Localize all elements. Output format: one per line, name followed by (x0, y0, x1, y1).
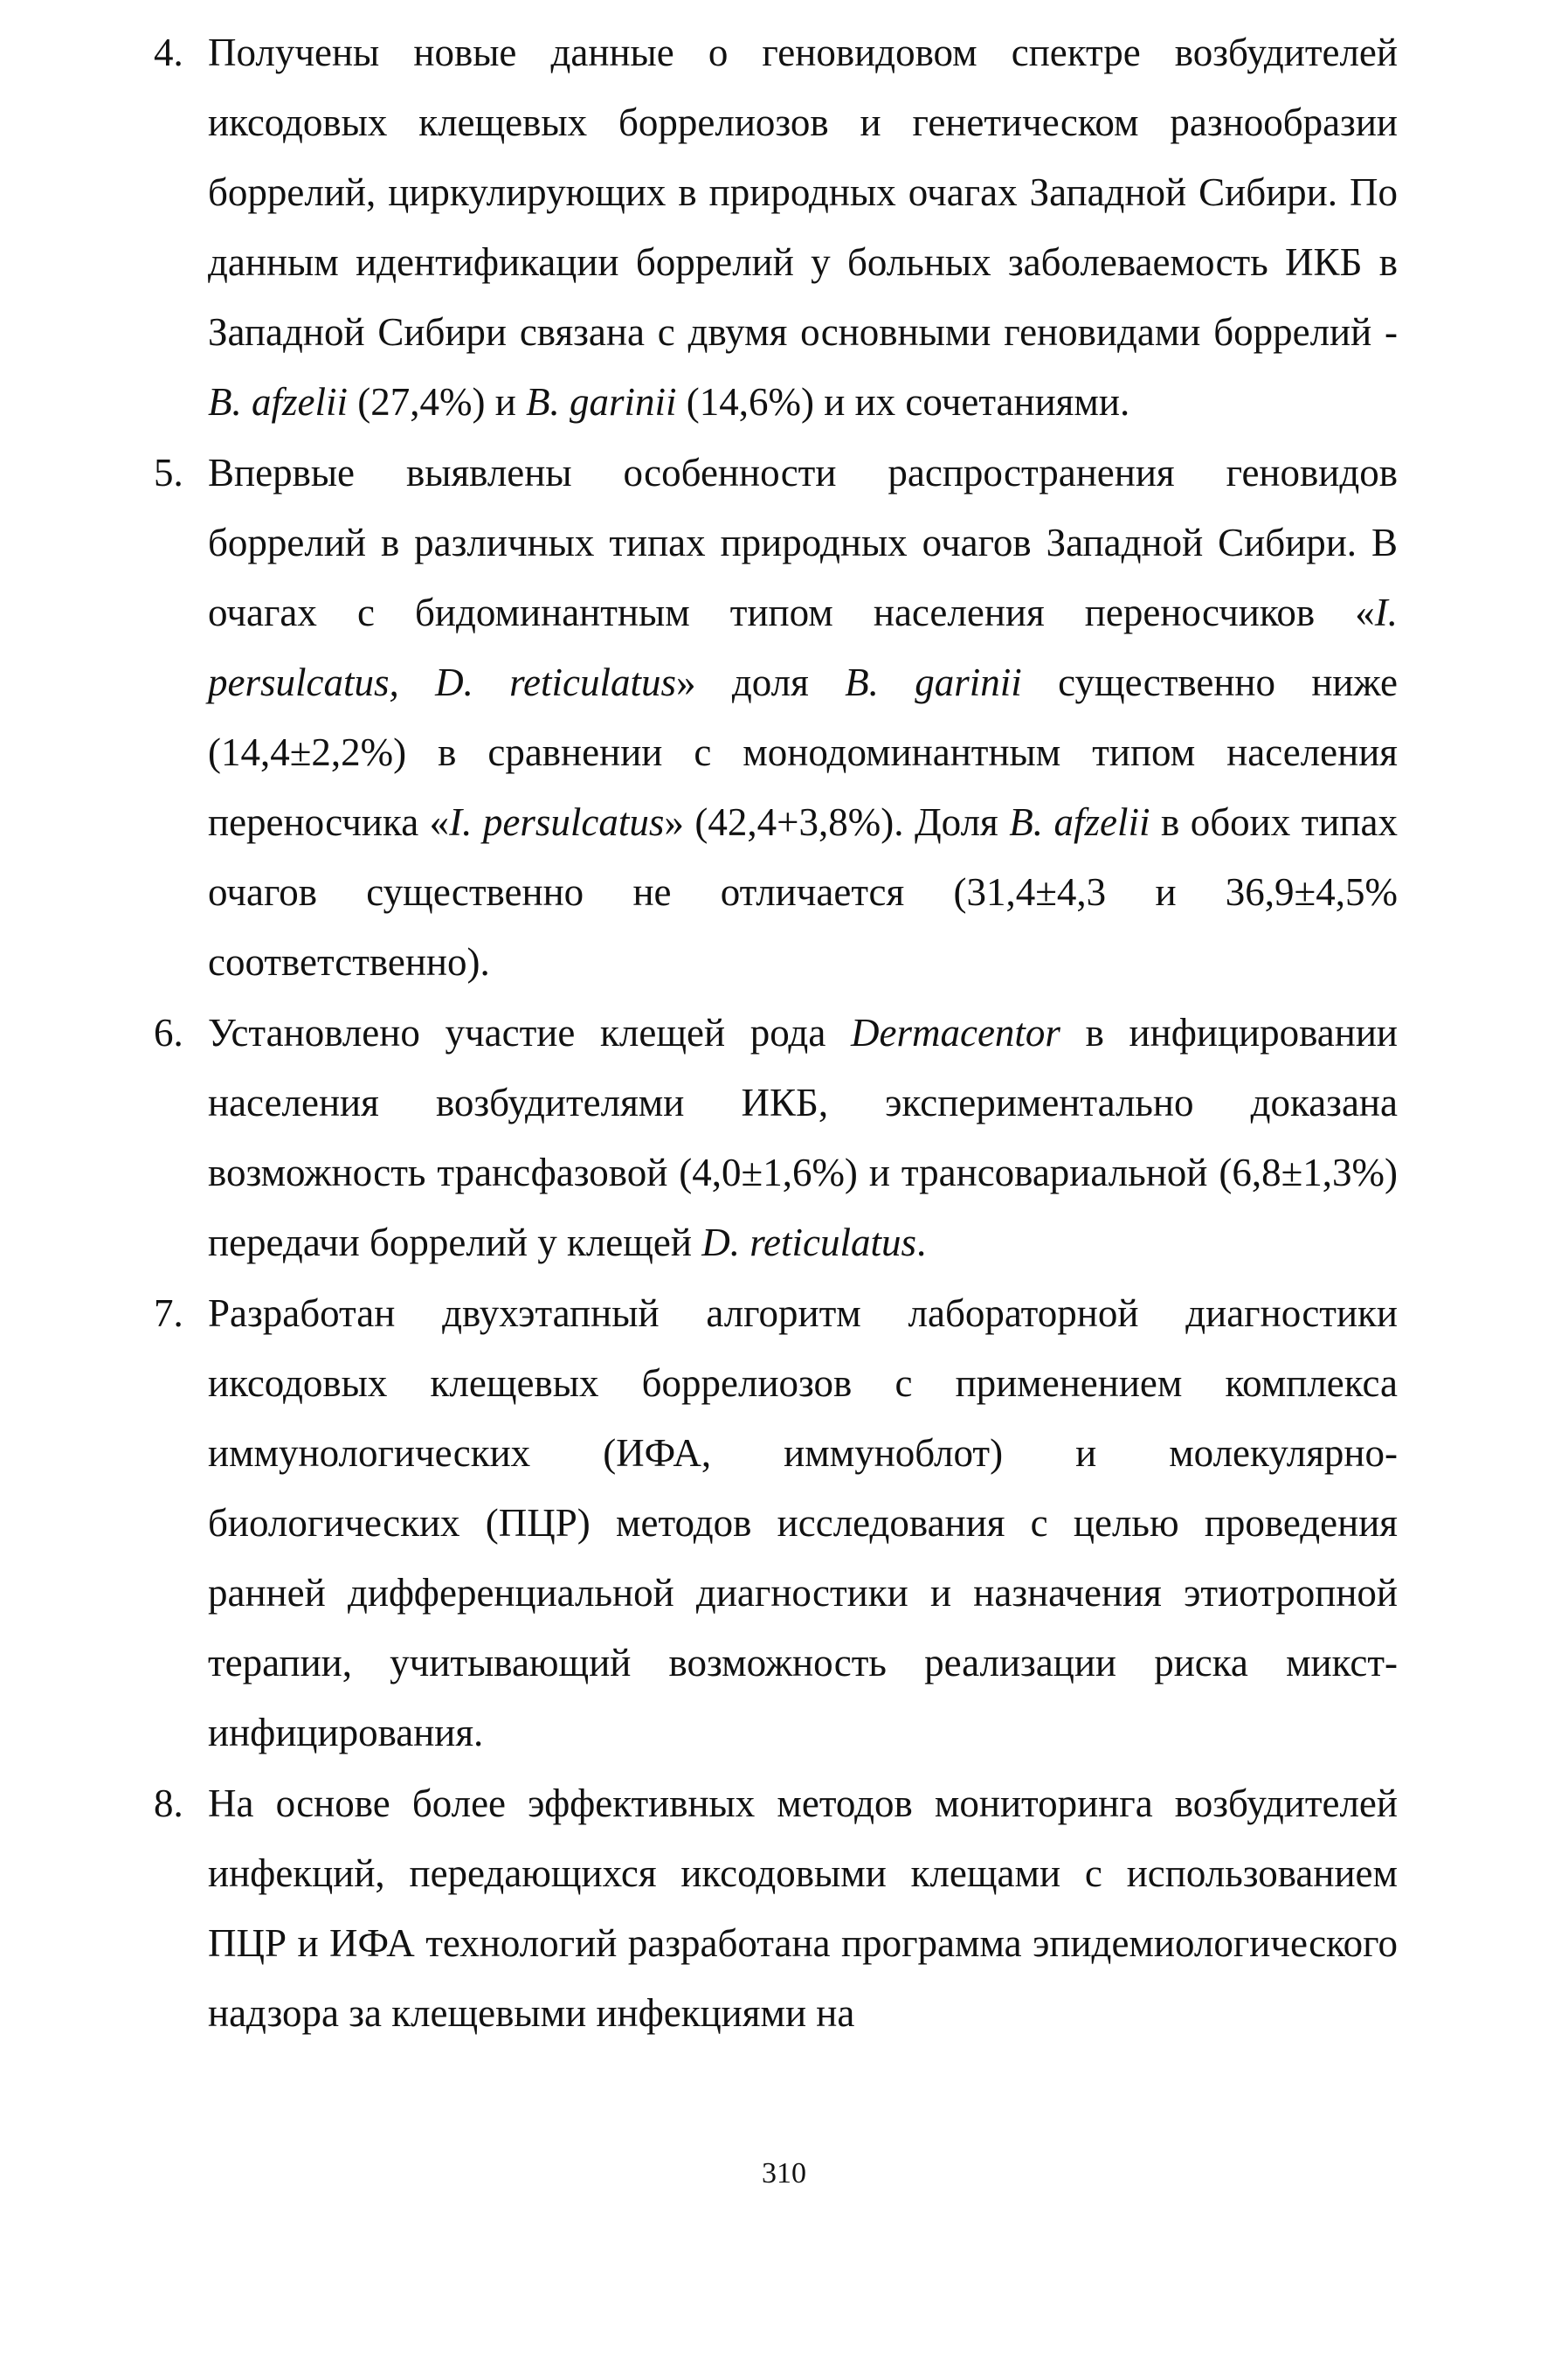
italic-term: I. persulcatus, D. reticulatus (208, 591, 1398, 704)
text-run: » доля (676, 661, 846, 704)
text-run: (27,4%) и (347, 380, 527, 424)
list-item-8 (154, 1768, 1398, 2048)
item-number: 5. (154, 451, 183, 495)
item-number: 4. (154, 31, 183, 74)
text-run: Установлено участие клещей рода (208, 1011, 851, 1055)
text-run: » (42,4+3,8%). Доля (664, 800, 1010, 844)
list-item-5 (154, 438, 1399, 997)
item-text (208, 1278, 1398, 1768)
item-number: 6. (154, 1011, 183, 1055)
item-text (208, 17, 1398, 437)
item-number: 7. (154, 1291, 183, 1335)
text-run: существенно ниже (14,4±2,2%) в сравнении с монодоминантным типом населения переносчика « (208, 661, 1398, 844)
list-item-4 (154, 17, 1398, 437)
text-run: Разработан двухэтапный алгоритм лабораторной диагностики иксодовых клещевых боррелиозов с применением комплекса иммунологических (ИФА, иммуноблот) и молекулярно-биологических (ПЦР) методов исследования с целью проведения ранней дифференциальной диагностики и назначения этиотропной терапии, учитывающий возможность реализации риска микст-инфицирования. (208, 1291, 1398, 1754)
italic-term: I. persulcatus (449, 800, 665, 844)
italic-term: B. garinii (526, 380, 677, 424)
item-text (208, 438, 1398, 997)
italic-term: D. reticulatus (701, 1221, 917, 1264)
list-item-7 (154, 1278, 1398, 1768)
document-body (154, 17, 1399, 2049)
text-run: в инфицировании населения возбудителями ИКБ, экспериментально доказана возможность трансфазовой (4,0±1,6%) и трансовариальной (6,8±1,3%) передачи боррелий у клещей (208, 1011, 1398, 1264)
text-run: в обоих типах очагов существенно не отличается (31,4±4,3 и 36,9±4,5% соответственно). (208, 800, 1399, 984)
item-number: 8. (154, 1781, 183, 1825)
text-run: (14,6%) и их сочетаниями. (676, 380, 1130, 424)
text-run: . (916, 1221, 927, 1264)
text-run: Впервые выявлены особенности распространения геновидов боррелий в различных типах природных очагов Западной Сибири. В очагах с бидоминантным типом населения переносчиков « (208, 451, 1398, 634)
item-text (208, 998, 1398, 1277)
item-text (208, 1768, 1398, 2048)
italic-term: Dermacentor (850, 1011, 1060, 1055)
text-run: Получены новые данные о геновидовом спектре возбудителей иксодовых клещевых боррелиозов и генетическом разнообразии боррелий, циркулирующих в природных очагах Западной Сибири. По данным идентификации боррелий у больных заболеваемость ИКБ в Западной Сибири связана с двумя основными геновидами боррелий - (208, 31, 1398, 354)
text-run: На основе более эффективных методов мониторинга возбудителей инфекций, передающихся иксодовыми клещами с использованием ПЦР и ИФА технологий разработана программа эпидемиологического надзора за клещевыми инфекциями на (208, 1781, 1398, 2035)
page-number: 310 (762, 2157, 806, 2190)
italic-term: B. garinii (845, 661, 1022, 704)
italic-term: B. afzelii (1009, 800, 1150, 844)
list-item-6 (154, 998, 1398, 1277)
italic-term: B. afzelii (208, 380, 348, 424)
